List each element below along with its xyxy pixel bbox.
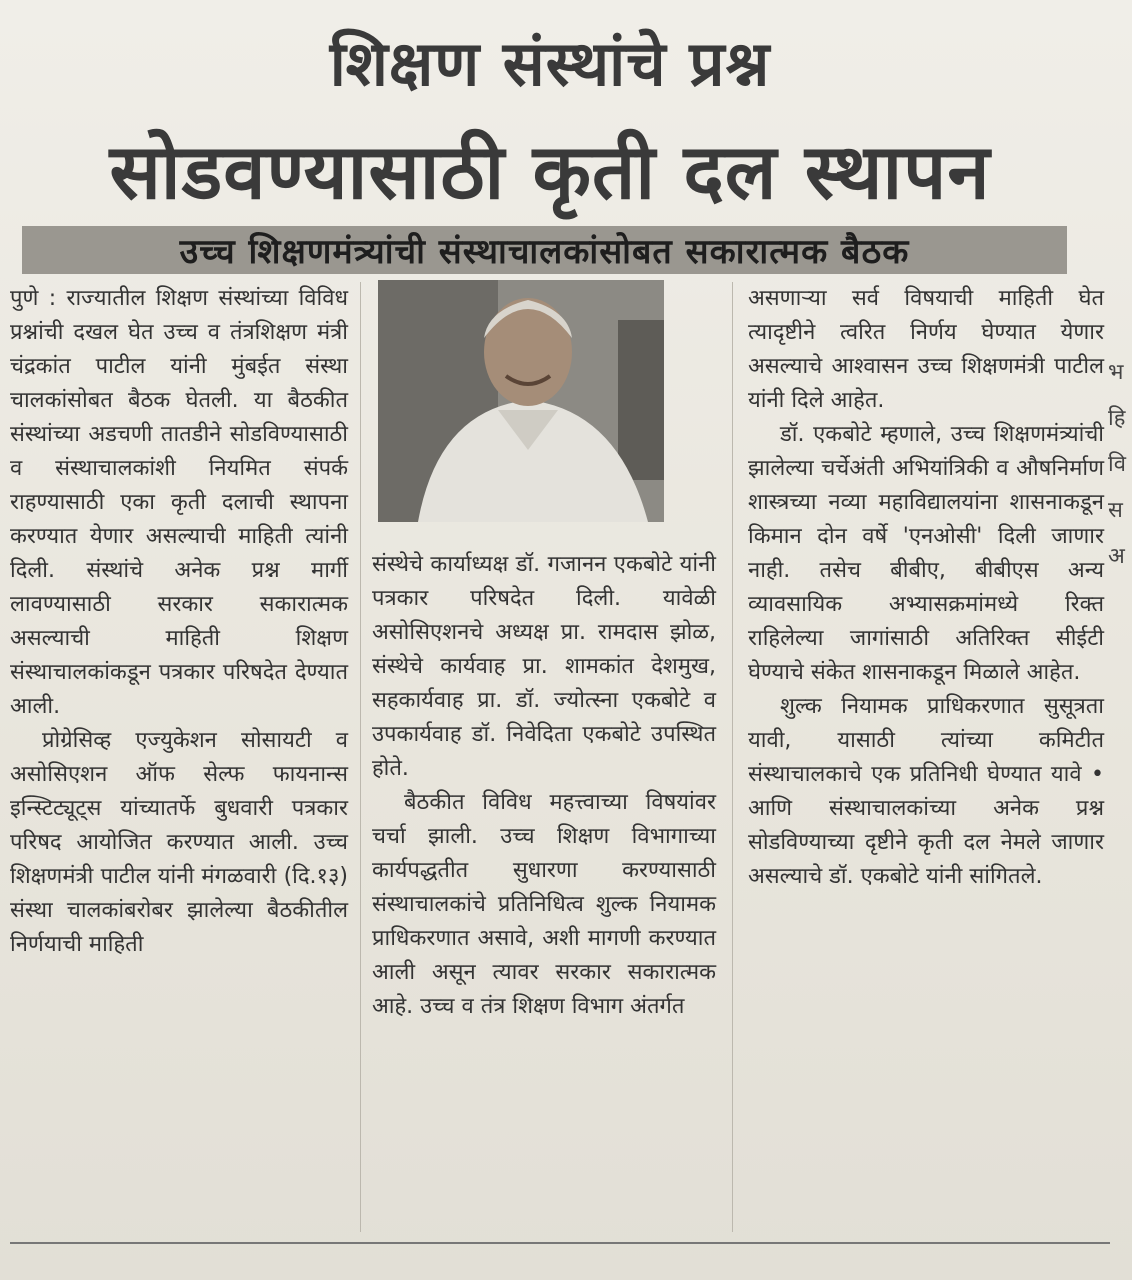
article-paragraph: पुणे : राज्यातील शिक्षण संस्थांच्या विविध प्रश्नांची दखल घेत उच्च व तंत्रशिक्षण मंत्री चंद्रकांत पाटील यांनी मुंबईत संस्था चालकांसोबत बैठक घेतली. या बैठकीत संस्थांच्या अडचणी तातडीने सोडविण्यासाठी व संस्थाचालकांशी नियमित संपर्क राहण्यासाठी एका कृती दलाची स्थापना करण्यात येणार असल्याची माहिती त्यांनी दिली. संस्थांचे अनेक प्रश्न मार्गी लावण्यासाठी सरकार सकारात्मक असल्याची माहिती शिक्षण संस्थाचालकांकडून पत्रकार परिषदेत देण्यात आली. [10,286,348,719]
subheadline-band [22,226,1067,274]
article-paragraph: शुल्क नियामक प्राधिकरणात सुसूत्रता यावी, यासाठी त्यांच्या कमिटीत संस्थाचालकाचे एक प्रतिनिधी घेण्यात यावे • आणि संस्थाचालकांच्या अनेक प्रश्न सोडविण्याच्या दृष्टीने कृती दल नेमले जाणार असल्याचे डॉ. एकबोटे यांनी सांगितले. [748,694,1104,889]
edge-char: अ [1108,544,1125,569]
adjacent-column-fragment [1108,350,1132,580]
column-divider [732,282,733,1232]
headline-line-1: शिक्षण संस्थांचे प्रश्न [329,27,771,100]
article-column-1 [10,282,348,962]
portrait-photo [378,280,664,522]
edge-char: स [1108,498,1123,523]
article-paragraph: डॉ. एकबोटे म्हणाले, उच्च शिक्षणमंत्र्यांची झालेल्या चर्चेअंती अभियांत्रिकी व औषनिर्माण शास्त्रच्या नव्या महाविद्यालयांना शासनाकडून किमान दोन वर्षे 'एनओसी' दिली जाणार नाही. तसेच बीबीए, बीबीएस अन्य व्यावसायिक अभ्यासक्रमांमध्ये रिक्त राहिलेल्या जागांसाठी अतिरिक्त सीईटी घेण्याचे संकेत शासनाकडून मिळाले आहेत. [748,422,1104,685]
article-column-3 [748,282,1104,894]
edge-char: हि [1108,406,1126,431]
column-divider [360,282,361,1232]
edge-char: भ [1108,360,1124,385]
article-paragraph: संस्थेचे कार्याध्यक्ष डॉ. गजानन एकबोटे यांनी पत्रकार परिषदेत दिली. यावेळी असोसिएशनचे अध्यक्ष प्रा. रामदास झोळ, संस्थेचे कार्यवाह प्रा. शामकांत देशमुख, सहकार्यवाह प्रा. डॉ. ज्योत्स्ना एकबोटे व उपकार्यवाह डॉ. निवेदिता एकबोटे उपस्थित होते. [372,552,716,781]
portrait-illustration [378,280,664,522]
article-paragraph: असणाऱ्या सर्व विषयाची माहिती घेत त्यादृष्टीने त्वरित निर्णय घेण्यात येणार असल्याचे आश्वासन उच्च शिक्षणमंत्री पाटील यांनी दिले आहेत. [748,286,1104,413]
edge-char: वि [1108,452,1126,477]
subheadline-text: उच्च शिक्षणमंत्र्यांची संस्थाचालकांसोबत सकारात्मक बैठक [179,232,910,272]
bottom-rule [10,1242,1110,1244]
headline-line-2: सोडवण्यासाठी कृती दल स्थापन [109,127,991,216]
article-column-2 [372,548,716,1024]
article-paragraph: प्रोग्रेसिव्ह एज्युकेशन सोसायटी व असोसिएशन ऑफ सेल्फ फायनान्स इन्स्टिट्यूट्स यांच्यातर्फे बुधवारी पत्रकार परिषद आयोजित करण्यात आली. उच्च शिक्षणमंत्री पाटील यांनी मंगळवारी (दि.१३) संस्था चालकांबरोबर झालेल्या बैठकीतील निर्णयाची माहिती [10,728,348,957]
article-paragraph: बैठकीत विविध महत्त्वाच्या विषयांवर चर्चा झाली. उच्च शिक्षण विभागाच्या कार्यपद्धतीत सुधारणा करण्यासाठी संस्थाचालकांचे प्रतिनिधित्व शुल्क नियामक प्राधिकरणात असावे, अशी मागणी करण्यात आली असून त्यावर सरकार सकारात्मक आहे. उच्च व तंत्र शिक्षण विभाग अंतर्गत [372,790,716,1019]
